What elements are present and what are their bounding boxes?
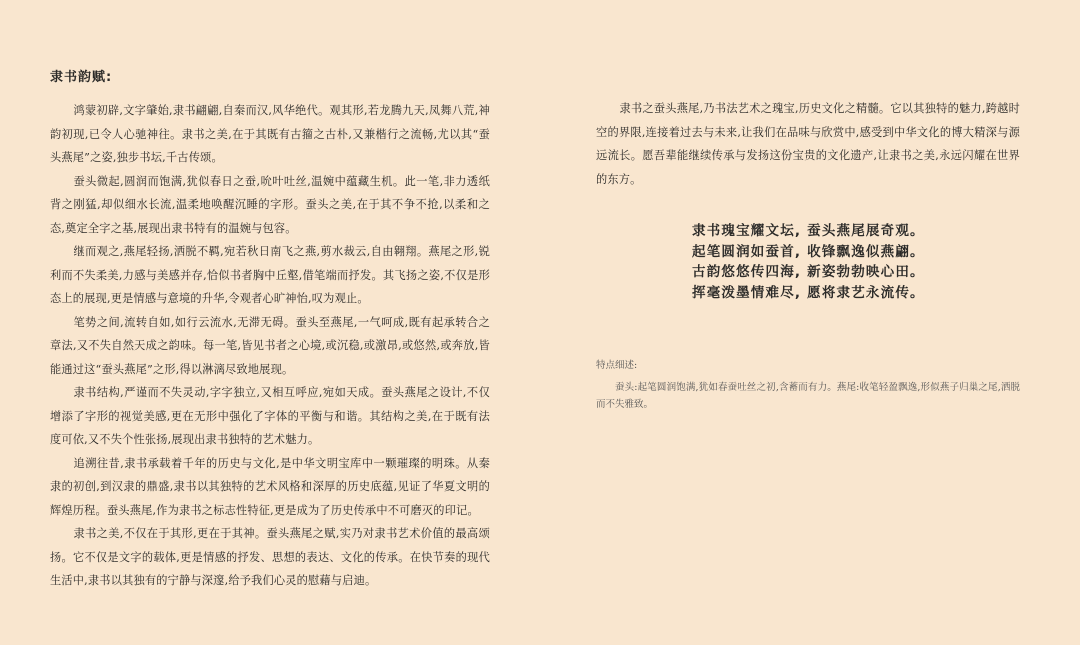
poem-line: 古韵悠悠传四海, 新姿勃勃映心田。 (692, 264, 925, 280)
poem-line: 挥毫泼墨情难尽, 愿将隶艺永流传。 (692, 284, 925, 301)
paragraph: 继而观之,燕尾轻扬,洒脱不羁,宛若秋日南飞之燕,剪水裁云,自由翱翔。燕尾之形,锐利而不失柔美,力感与美感并存,恰似书者胸中丘壑,借笔端而抒发。其飞扬之姿,不仅是形态上的展现,更是情感与意境的升华,令观者心旷神怡,叹为观止。 (50, 245, 490, 305)
paragraph: 追溯往昔,隶书承载着千年的历史与文化,是中华文明宝库中一颗璀璨的明珠。从秦隶的初创,到汉隶的鼎盛,隶书以其独特的艺术风格和深厚的历史底蕴,见证了华夏文明的辉煌历程。蚕头燕尾,作为隶书之标志性特征,更是成为了历史传承中不可磨灭的印记。 (50, 456, 490, 517)
paragraph: 笔势之间,流转自如,如行云流水,无滞无碍。蚕头至燕尾,一气呵成,既有起承转合之章法,又不失自然天成之韵味。每一笔,皆见书者之心境,或沉稳,或激昂,或悠然,或奔放,皆能通过这“蚕头燕尾”之形,得以淋漓尽致地展现。 (50, 315, 490, 376)
paragraph: 隶书结构,严谨而不失灵动,字字独立,又相互呼应,宛如天成。蚕头燕尾之设计,不仅增添了字形的视觉美感,更在无形中强化了字体的平衡与和谐。其结构之美,在于既有法度可依,又不失个性张扬,展现出隶书独特的艺术魅力。 (50, 386, 490, 446)
paragraph: 隶书之美,不仅在于其形,更在于其神。蚕头燕尾之赋,实乃对隶书艺术价值的最高颂扬。它不仅是文字的载体,更是情感的抒发、思想的表达、文化的传承。在快节奏的现代生活中,隶书以其独有的宁静与深邃,给予我们心灵的慰藉与启迪。 (50, 527, 490, 587)
closing-paragraph: 隶书之蚕头燕尾,乃书法艺术之瑰宝,历史文化之精髓。它以其独特的魅力,跨越时空的界限,连接着过去与未来,让我们在品味与欣赏中,感受到中华文化的博大精深与源远流长。愿吾辈能继续传承与发扬这份宝贵的文化遗产,让隶书之美,永远闪耀在世界的东方。 (596, 102, 1020, 186)
poem-line: 隶书瑰宝耀文坛, 蚕头燕尾展奇观。 (692, 223, 925, 239)
notes-heading: 特点细述: (596, 360, 638, 371)
paragraph: 鸿蒙初辟,文字肇始,隶书翩翩,自秦而汉,风华绝代。观其形,若龙腾九天,凤舞八荒,神韵初现,已令人心驰神往。隶书之美,在于其既有古籀之古朴,又兼楷行之流畅,尤以其“蚕头燕尾”之姿,独步书坛,千古传颂。 (50, 104, 490, 164)
notes-body: 蚕头:起笔圆润饱满,犹如春蚕吐丝之初,含蓄而有力。燕尾:收笔轻盈飘逸,形似燕子归巢之尾,洒脱而不失雅致。 (596, 382, 1020, 410)
notes-section (596, 357, 1020, 413)
paragraph: 蚕头微起,圆润而饱满,犹似春日之蚕,吮叶吐丝,温婉中蕴藏生机。此一笔,非力透纸背之刚猛,却似细水长流,温柔地唤醒沉睡的字形。蚕头之美,在于其不争不抢,以柔和之态,奠定全字之基,展现出隶书特有的温婉与包容。 (50, 174, 490, 235)
left-page (50, 66, 490, 593)
poem-line: 起笔圆润如蚕首, 收锋飘逸似燕翩。 (692, 243, 925, 260)
document-title: 隶书韵赋: (50, 70, 113, 85)
poem (692, 221, 1020, 303)
right-page (596, 97, 1020, 413)
